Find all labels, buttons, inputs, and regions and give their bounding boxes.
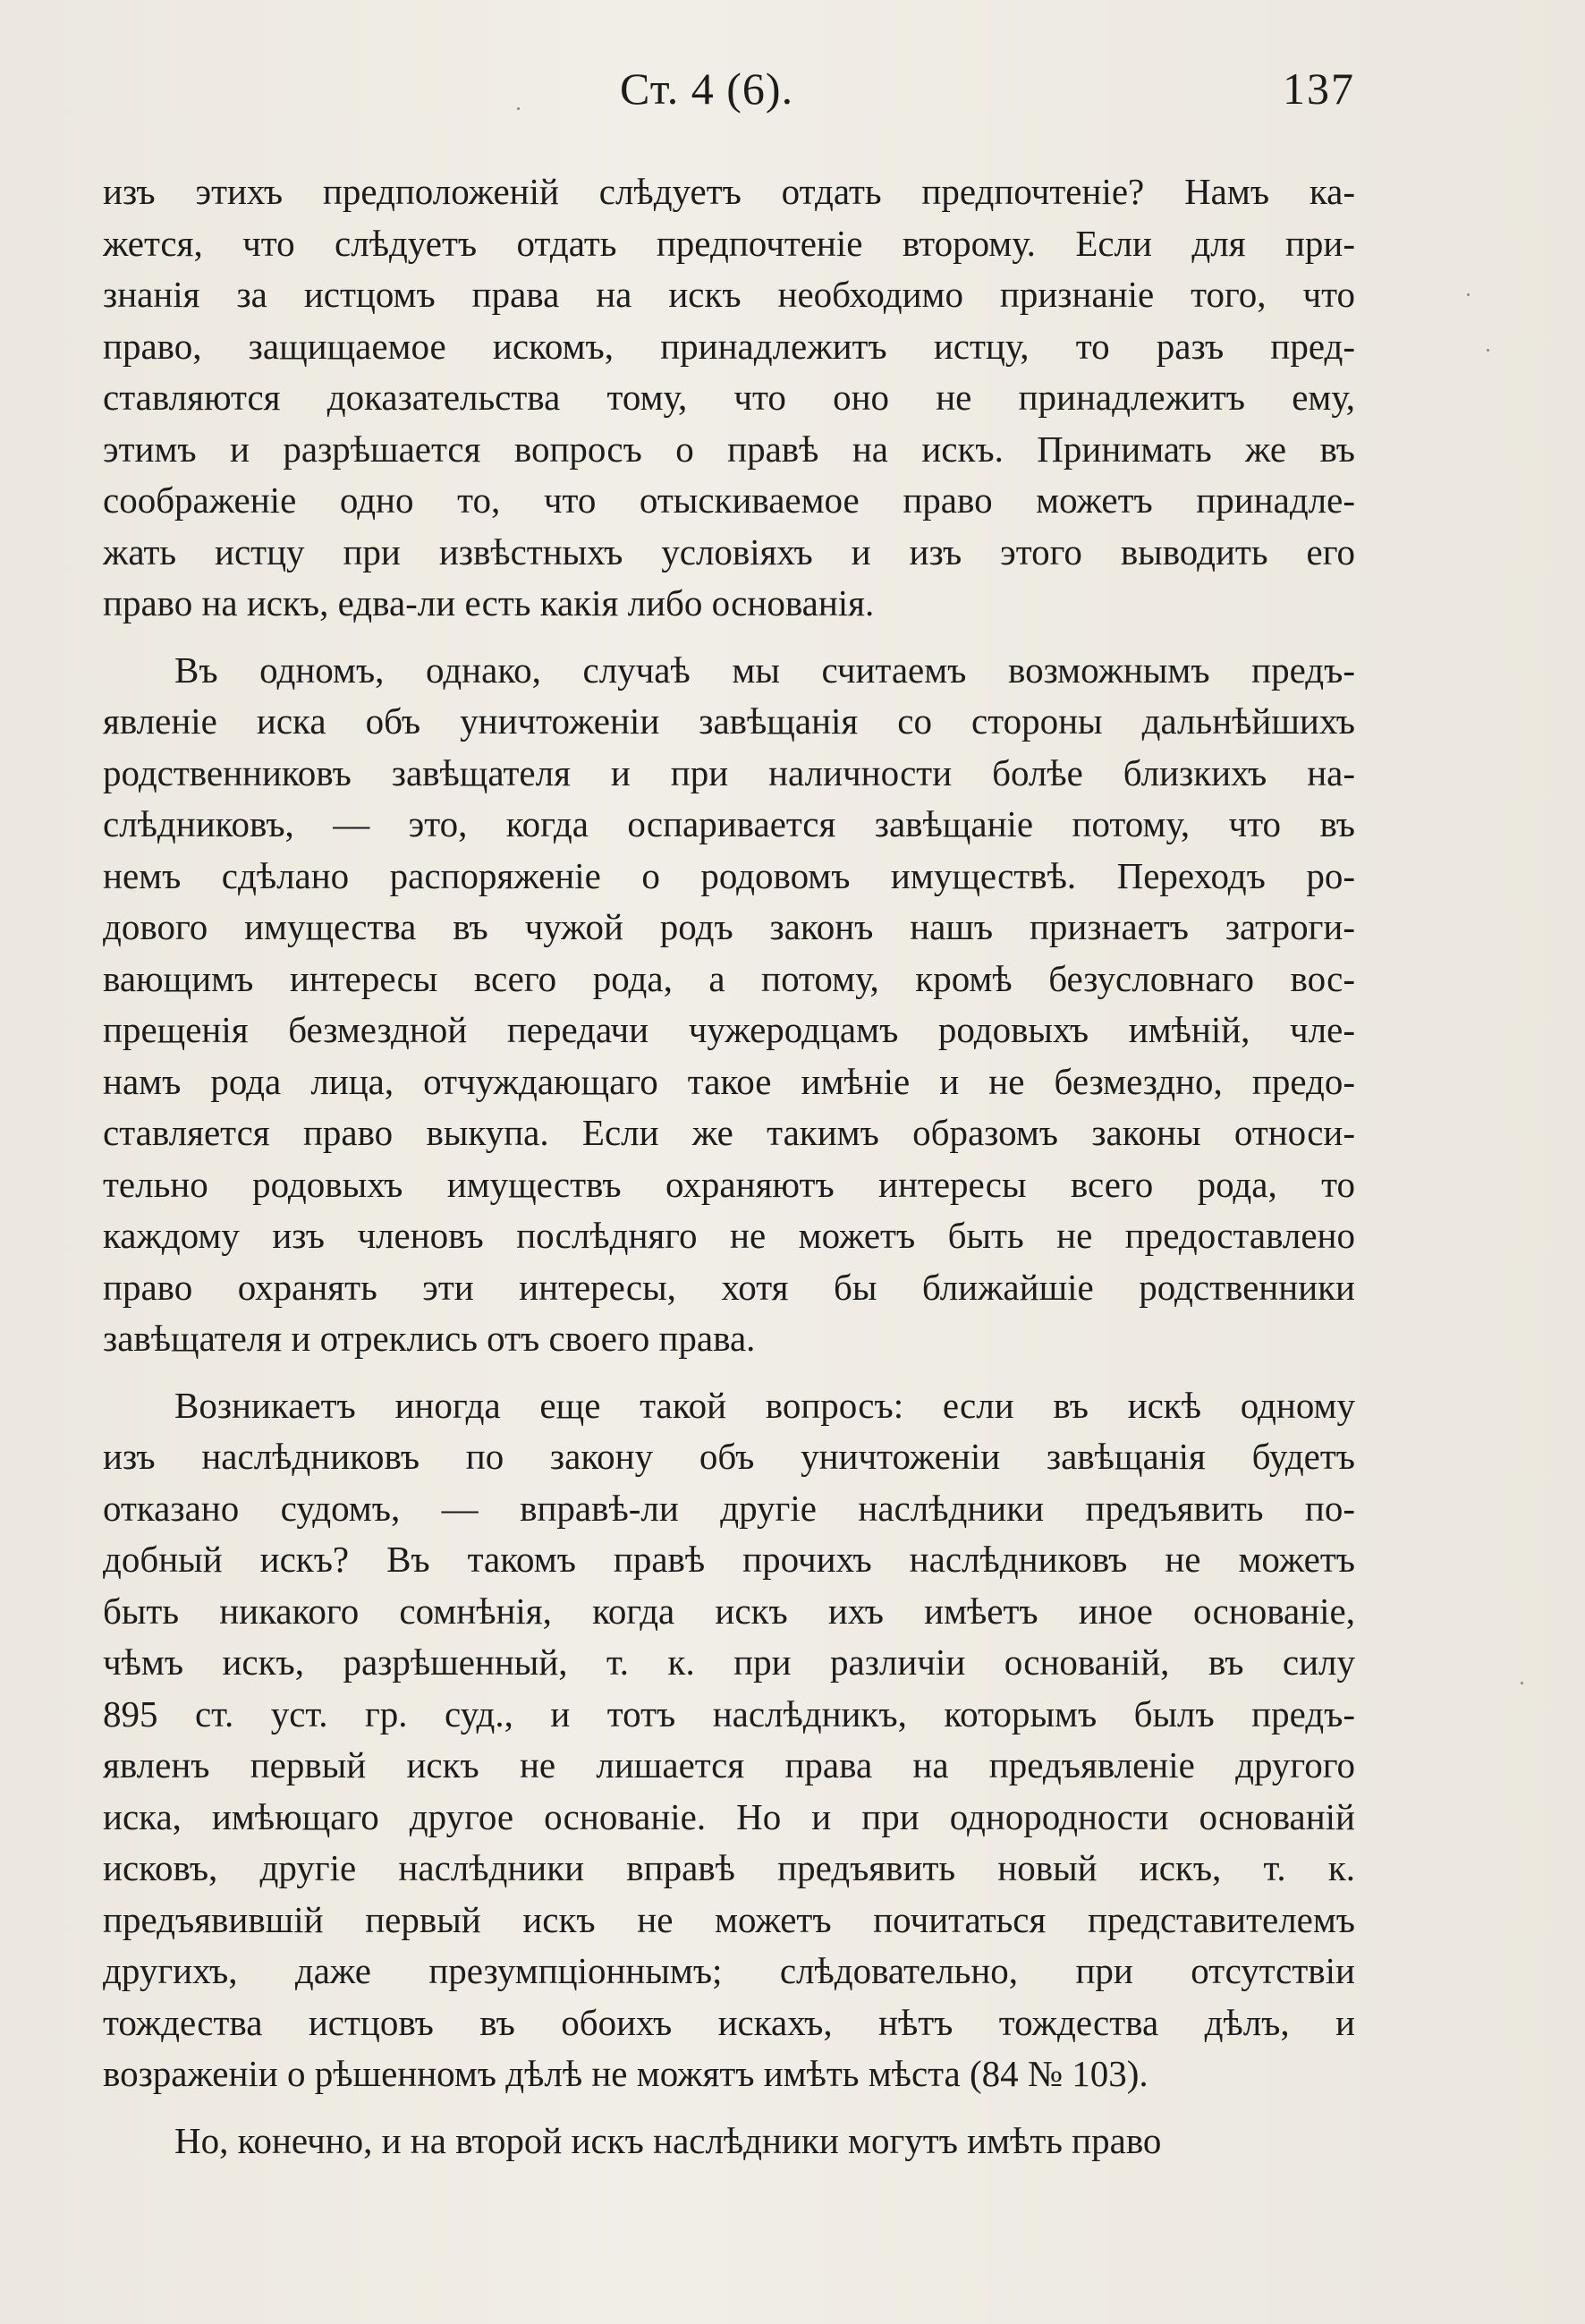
text-line: право на искъ, едва-ли есть какія либо основанія.	[103, 582, 875, 623]
body-text	[103, 166, 1355, 2182]
text-line: соображеніе одно то, что отыскиваемое право можетъ принадле-	[103, 479, 1355, 521]
text-line: явленъ первый искъ не лишается права на предъявленіе другого	[103, 1744, 1355, 1785]
text-line: Въ одномъ, однако, случаѣ мы считаемъ возможнымъ предъ-	[174, 649, 1355, 691]
text-line: изъ наслѣдниковъ по закону объ уничтоженіи завѣщанія будетъ	[103, 1436, 1355, 1477]
text-line: жется, что слѣдуетъ отдать предпочтеніе второму. Если для при-	[103, 222, 1355, 264]
text-line: возраженіи о рѣшенномъ дѣлѣ не можятъ имѣть мѣста (84 № 103).	[103, 2053, 1148, 2094]
print-speck	[1467, 293, 1470, 296]
print-speck	[1487, 349, 1489, 352]
text-line: этимъ и разрѣшается вопросъ о правѣ на искъ. Принимать же въ	[103, 428, 1355, 470]
text-line: 895 ст. уст. гр. суд., и тотъ наслѣдникъ, которымъ былъ предъ-	[103, 1692, 1355, 1735]
text-line: каждому изъ членовъ послѣдняго не можетъ быть не предоставлено	[103, 1215, 1355, 1256]
text-line: родственниковъ завѣщателя и при наличности болѣе близкихъ на-	[103, 751, 1355, 793]
text-line: иска, имѣющаго другое основаніе. Но и при однородности основаній	[103, 1795, 1355, 1837]
text-line: тельно родовыхъ имуществъ охраняютъ интересы всего рода, то	[103, 1163, 1355, 1205]
text-line: другихъ, даже презумпціоннымъ; слѣдовательно, при отсутствіи	[103, 1950, 1355, 1991]
paragraph-3	[103, 1380, 1355, 2100]
print-speck	[517, 107, 520, 110]
text-line: Возникаетъ иногда еще такой вопросъ: если въ искѣ одному	[174, 1384, 1355, 1426]
text-line: ставляется право выкупа. Если же такимъ образомъ законы относи-	[103, 1112, 1355, 1153]
text-line: Но, конечно, и на второй искъ наслѣдники могутъ имѣть право	[174, 2119, 1162, 2161]
text-line: чѣмъ искъ, разрѣшенный, т. к. при различіи основаній, въ силу	[103, 1641, 1355, 1683]
text-line: исковъ, другіе наслѣдники вправѣ предъявить новый искъ, т. к.	[103, 1847, 1355, 1888]
text-line: немъ сдѣлано распоряженіе о родовомъ имуществѣ. Переходъ ро-	[103, 854, 1355, 896]
text-line: право охранять эти интересы, хотя бы ближайшіе родственники	[103, 1266, 1355, 1308]
paragraph-1	[103, 166, 1355, 630]
print-speck	[1521, 1682, 1523, 1684]
text-line: жать истцу при извѣстныхъ условіяхъ и изъ этого выводить его	[103, 530, 1355, 573]
text-line: добный искъ? Въ такомъ правѣ прочихъ наслѣдниковъ не можетъ	[103, 1539, 1355, 1580]
text-line: право, защищаемое искомъ, принадлежитъ истцу, то разъ пред-	[103, 325, 1355, 367]
text-line: вающимъ интересы всего рода, а потому, кромѣ безусловнаго вос-	[103, 957, 1355, 999]
paragraph-2	[103, 645, 1355, 1365]
paragraph-4	[103, 2116, 1355, 2167]
text-line: ставляются доказательства тому, что оно не принадлежитъ ему,	[103, 377, 1355, 418]
text-line: знанія за истцомъ права на искъ необходимо признаніе того, что	[103, 274, 1355, 315]
text-line: прещенія безмездной передачи чужеродцамъ родовыхъ имѣній, чле-	[103, 1009, 1355, 1050]
running-head: Ст. 4 (6).	[620, 64, 794, 114]
text-line: тождества истцовъ въ обоихъ искахъ, нѣтъ тождества дѣлъ, и	[103, 2001, 1355, 2043]
text-line: дового имущества въ чужой родъ законъ нашъ признаетъ затроги-	[103, 906, 1355, 947]
text-line: намъ рода лица, отчуждающаго такое имѣніе и не безмездно, предо-	[103, 1060, 1355, 1102]
text-line: слѣдниковъ, — это, когда оспаривается завѣщаніе потому, что въ	[103, 803, 1355, 844]
text-line: быть никакого сомнѣнія, когда искъ ихъ имѣетъ иное основаніе,	[103, 1590, 1355, 1632]
text-line: предъявившій первый искъ не можетъ почитаться представителемъ	[103, 1898, 1355, 1940]
text-line: изъ этихъ предположеній слѣдуетъ отдать предпочтеніе? Намъ ка-	[103, 171, 1355, 212]
page-number: 137	[1283, 64, 1355, 114]
text-line: отказано судомъ, — вправѣ-ли другіе наслѣдники предъявить по-	[103, 1487, 1355, 1529]
text-line: завѣщателя и отреклись отъ своего права.	[103, 1318, 756, 1359]
text-line: явленіе иска объ уничтоженіи завѣщанія со стороны дальнѣйшихъ	[103, 700, 1355, 742]
page-header	[103, 55, 1355, 127]
